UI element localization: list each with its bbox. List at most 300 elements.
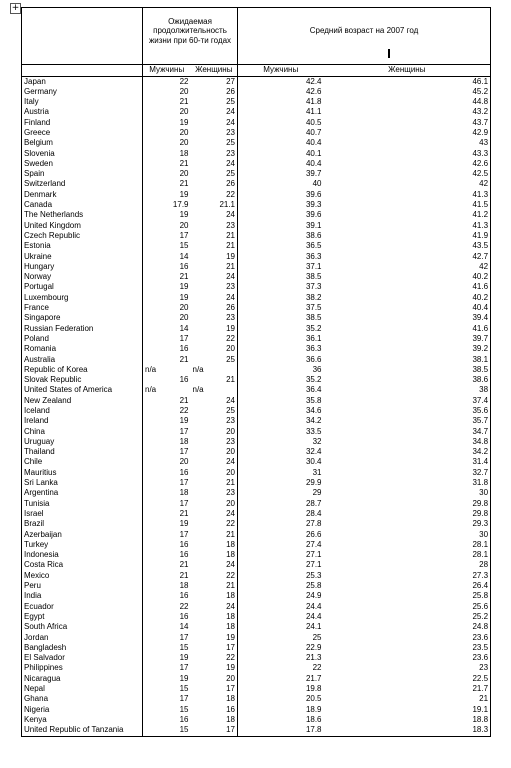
women-life-cell: 18	[226, 714, 236, 724]
men-age-cell: 31	[238, 468, 324, 478]
men-age-cell: 41.1	[238, 107, 324, 117]
country-cell: Spain	[22, 169, 143, 179]
country-cell: South Africa	[22, 622, 143, 632]
women-life-cell: 20	[226, 426, 236, 436]
men-age-cell: 22.9	[238, 643, 324, 653]
men-age-cell: 39.6	[238, 190, 324, 200]
country-cell: Nepal	[22, 684, 143, 694]
table-row	[22, 653, 491, 663]
table-row	[22, 252, 491, 262]
country-cell: Ireland	[22, 416, 143, 426]
table-row	[22, 241, 491, 251]
women-life-cell: 21.1	[219, 200, 236, 210]
women-age-cell: 42.7	[324, 252, 491, 262]
country-cell: Denmark	[22, 190, 143, 200]
men-life-cell: 19	[143, 210, 191, 220]
country-cell: Russian Federation	[22, 324, 143, 334]
table-row	[22, 694, 491, 704]
women-age-cell: 41.3	[324, 190, 491, 200]
country-cell: Ukraine	[22, 252, 143, 262]
women-life-cell: 18	[226, 550, 236, 560]
men-life-cell: 15	[143, 684, 191, 694]
men-age-cell: 40.7	[238, 128, 324, 138]
women-life-header: Женщины	[191, 65, 238, 77]
men-life-cell: 14	[143, 324, 191, 334]
table-row	[22, 684, 491, 694]
country-cell: Brazil	[22, 519, 143, 529]
men-life-cell: 18	[143, 149, 191, 159]
women-life-cell: 18	[226, 611, 236, 621]
women-life-cell: 23	[226, 313, 236, 323]
table-row	[22, 179, 491, 189]
country-cell: Greece	[22, 128, 143, 138]
table-row	[22, 540, 491, 550]
table-row	[22, 231, 491, 241]
men-life-cell: 16	[143, 715, 191, 725]
women-life-cell: 23	[226, 127, 236, 137]
women-age-cell: 39.2	[324, 344, 491, 354]
women-age-cell: 38	[324, 385, 491, 395]
women-life-cell: 24	[226, 158, 236, 168]
men-age-cell: 36.6	[238, 355, 324, 365]
table-row	[22, 262, 491, 272]
table-row	[22, 159, 491, 169]
women-age-cell: 23.6	[324, 633, 491, 643]
country-cell: Iceland	[22, 406, 143, 416]
men-life-cell: 21	[143, 97, 191, 107]
country-cell: Egypt	[22, 612, 143, 622]
men-life-cell: 16	[143, 612, 191, 622]
men-age-cell: 21.3	[238, 653, 324, 663]
women-age-cell: 43.5	[324, 241, 491, 251]
men-life-cell: 20	[143, 128, 191, 138]
women-life-cell: 19	[226, 251, 236, 261]
men-age-cell: 39.3	[238, 200, 324, 210]
table-row	[22, 705, 491, 715]
country-cell: Germany	[22, 87, 143, 97]
women-age-cell: 34.7	[324, 427, 491, 437]
country-cell: Mexico	[22, 571, 143, 581]
country-cell: China	[22, 427, 143, 437]
women-age-cell: 31.8	[324, 478, 491, 488]
men-life-cell: 17	[143, 694, 191, 704]
table-row	[22, 591, 491, 601]
country-cell: India	[22, 591, 143, 601]
women-life-cell: 18	[226, 622, 236, 632]
men-age-cell: 34.6	[238, 406, 324, 416]
country-cell: Thailand	[22, 447, 143, 457]
table-row	[22, 663, 491, 673]
header-row-1	[22, 8, 491, 55]
country-cell: Tunisia	[22, 499, 143, 509]
women-life-cell: 22	[226, 653, 236, 663]
women-age-cell: 26.4	[324, 581, 491, 591]
table-row	[22, 612, 491, 622]
men-age-cell: 28.4	[238, 509, 324, 519]
men-age-cell: 20.5	[238, 694, 324, 704]
men-age-cell: 19.8	[238, 684, 324, 694]
men-age-cell: 29	[238, 488, 324, 498]
table-row	[22, 488, 491, 498]
men-life-cell: 20	[143, 313, 191, 323]
women-age-cell: 42.5	[324, 169, 491, 179]
men-life-cell: 21	[143, 560, 191, 570]
women-age-cell: 34.8	[324, 437, 491, 447]
country-cell: Bangladesh	[22, 643, 143, 653]
men-age-cell: 25	[238, 633, 324, 643]
table-row	[22, 282, 491, 292]
men-age-cell: 21.7	[238, 674, 324, 684]
men-age-cell: 29.9	[238, 478, 324, 488]
table-row	[22, 76, 491, 87]
women-life-cell: 18	[226, 539, 236, 549]
country-cell: Republic of Korea	[22, 365, 143, 375]
country-cell: Slovenia	[22, 149, 143, 159]
men-life-cell: 18	[143, 581, 191, 591]
women-life-cell: 19	[226, 663, 236, 673]
women-age-cell: 23	[324, 663, 491, 673]
women-age-cell: 43.3	[324, 149, 491, 159]
women-life-cell: 20	[226, 447, 236, 457]
women-life-cell: 25	[226, 354, 236, 364]
men-age-cell: 40.5	[238, 118, 324, 128]
table-row	[22, 519, 491, 529]
men-life-cell: 18	[143, 488, 191, 498]
men-life-cell: 20	[143, 457, 191, 467]
men-age-cell: 38.5	[238, 313, 324, 323]
country-cell: Czech Republic	[22, 231, 143, 241]
table-row	[22, 499, 491, 509]
country-cell: Austria	[22, 107, 143, 117]
women-life-cell: 24	[226, 272, 236, 282]
table-row	[22, 293, 491, 303]
women-age-cell: 28	[324, 560, 491, 570]
table-row	[22, 313, 491, 323]
table-row	[22, 107, 491, 117]
country-cell: Chile	[22, 457, 143, 467]
men-life-cell: 15	[143, 705, 191, 715]
country-cell: Jordan	[22, 633, 143, 643]
women-age-cell: 39.4	[324, 313, 491, 323]
country-cell: Azerbaijan	[22, 530, 143, 540]
men-age-cell: 38.5	[238, 272, 324, 282]
women-age-cell: 41.3	[324, 221, 491, 231]
men-age-cell: 32	[238, 437, 324, 447]
country-cell: Switzerland	[22, 179, 143, 189]
men-life-cell: 19	[143, 653, 191, 663]
men-age-cell: 32.4	[238, 447, 324, 457]
country-cell: Costa Rica	[22, 560, 143, 570]
men-life-cell: 19	[143, 416, 191, 426]
men-life-cell: 17	[143, 633, 191, 643]
women-age-cell: 29.8	[324, 509, 491, 519]
table-row	[22, 509, 491, 519]
women-life-cell: 23	[226, 488, 236, 498]
women-age-cell: 34.2	[324, 447, 491, 457]
country-cell: Italy	[22, 97, 143, 107]
country-cell: Turkey	[22, 540, 143, 550]
country-cell: United Republic of Tanzania	[22, 725, 143, 736]
table-row	[22, 633, 491, 643]
table-row	[22, 169, 491, 179]
women-life-cell: 24	[226, 395, 236, 405]
women-age-cell: 23.5	[324, 643, 491, 653]
women-life-cell: 23	[226, 148, 236, 158]
table-row	[22, 416, 491, 426]
men-life-cell: 19	[143, 190, 191, 200]
women-life-cell: 19	[226, 632, 236, 642]
women-age-cell: 18.3	[324, 725, 491, 736]
country-cell: Canada	[22, 200, 143, 210]
men-life-cell: 14	[143, 252, 191, 262]
country-cell: El Salvador	[22, 653, 143, 663]
men-life-cell: 16	[143, 591, 191, 601]
table-row	[22, 303, 491, 313]
men-life-cell: 15	[143, 725, 191, 736]
table-row	[22, 355, 491, 365]
women-age-cell: 29.8	[324, 499, 491, 509]
men-age-cell: 39.1	[238, 221, 324, 231]
women-age-cell: 43.7	[324, 118, 491, 128]
country-cell: Israel	[22, 509, 143, 519]
men-life-cell: 19	[143, 293, 191, 303]
country-cell: Indonesia	[22, 550, 143, 560]
women-age-cell: 38.1	[324, 355, 491, 365]
women-age-cell: 40.2	[324, 293, 491, 303]
men-age-header: Мужчины	[238, 65, 324, 77]
women-life-cell: 25	[226, 97, 236, 107]
men-age-cell: 27.4	[238, 540, 324, 550]
men-life-cell: 17	[143, 663, 191, 673]
men-life-cell: 21	[143, 509, 191, 519]
women-age-cell: 30	[324, 530, 491, 540]
country-cell: Hungary	[22, 262, 143, 272]
men-age-cell: 37.1	[238, 262, 324, 272]
men-age-cell: 35.8	[238, 396, 324, 406]
men-life-cell: 17	[143, 478, 191, 488]
country-cell: Portugal	[22, 282, 143, 292]
table-row	[22, 468, 491, 478]
data-table	[21, 7, 491, 737]
women-life-cell: n/a	[192, 385, 204, 395]
table-row	[22, 478, 491, 488]
men-life-cell: 20	[143, 87, 191, 97]
country-cell: Mauritius	[22, 468, 143, 478]
men-age-cell: 35.2	[238, 324, 324, 334]
women-age-cell: 43.2	[324, 107, 491, 117]
table-row	[22, 571, 491, 581]
women-age-cell: 24.8	[324, 622, 491, 632]
women-age-cell: 21	[324, 694, 491, 704]
country-cell: France	[22, 303, 143, 313]
men-life-cell: 17.9	[143, 200, 191, 210]
table-row	[22, 128, 491, 138]
women-age-cell: 32.7	[324, 468, 491, 478]
country-cell: Nicaragua	[22, 674, 143, 684]
women-age-cell: 42.9	[324, 128, 491, 138]
men-life-cell: 14	[143, 622, 191, 632]
table-row	[22, 365, 491, 375]
country-cell: United States of America	[22, 385, 143, 395]
men-life-cell: 15	[143, 643, 191, 653]
men-life-cell: 16	[143, 540, 191, 550]
header-row-2	[22, 54, 491, 65]
table-row	[22, 674, 491, 684]
country-cell: Poland	[22, 334, 143, 344]
men-life-cell: 19	[143, 282, 191, 292]
country-cell: Slovak Republic	[22, 375, 143, 385]
women-life-cell: 26	[226, 179, 236, 189]
men-age-cell: 26.6	[238, 530, 324, 540]
men-age-cell: 27.1	[238, 560, 324, 570]
women-life-cell: 26	[226, 303, 236, 313]
table-row	[22, 427, 491, 437]
women-life-cell: 21	[226, 241, 236, 251]
women-life-cell: n/a	[192, 364, 204, 374]
table-row	[22, 324, 491, 334]
women-life-cell: 18	[226, 694, 236, 704]
women-life-cell: 27	[226, 76, 236, 86]
women-age-cell: 19.1	[324, 705, 491, 715]
table-row	[22, 87, 491, 97]
men-age-cell: 24.4	[238, 612, 324, 622]
women-age-cell: 29.3	[324, 519, 491, 529]
women-age-cell: 42	[324, 262, 491, 272]
men-life-cell: 17	[143, 334, 191, 344]
table-row	[22, 334, 491, 344]
men-age-cell: 34.2	[238, 416, 324, 426]
women-age-cell: 38.6	[324, 375, 491, 385]
women-age-cell: 38.5	[324, 365, 491, 375]
table-row	[22, 530, 491, 540]
country-cell: Peru	[22, 581, 143, 591]
women-life-cell: 20	[226, 467, 236, 477]
header-empty-cell	[22, 8, 143, 55]
life-expectancy-header: Ожидаемая продолжительность жизни при 60-ти годах	[143, 8, 238, 55]
country-cell: Sweden	[22, 159, 143, 169]
country-cell: Nigeria	[22, 705, 143, 715]
men-life-cell: 16	[143, 262, 191, 272]
country-header-cell	[22, 65, 143, 77]
men-life-cell: 22	[143, 602, 191, 612]
men-life-cell: 19	[143, 674, 191, 684]
women-age-cell: 41.5	[324, 200, 491, 210]
women-life-cell: 25	[226, 406, 236, 415]
men-life-cell: 16	[143, 375, 191, 385]
men-life-cell: 19	[143, 519, 191, 529]
women-life-cell: 17	[226, 684, 236, 694]
women-age-cell: 25.8	[324, 591, 491, 601]
men-age-cell: 37.5	[238, 303, 324, 313]
country-cell: Finland	[22, 118, 143, 128]
men-age-cell: 28.7	[238, 499, 324, 509]
women-age-cell: 28.1	[324, 550, 491, 560]
women-life-cell: 24	[226, 292, 236, 302]
men-life-cell: 17	[143, 427, 191, 437]
country-cell: Argentina	[22, 488, 143, 498]
women-age-cell: 27.3	[324, 571, 491, 581]
table-row	[22, 581, 491, 591]
table-row	[22, 210, 491, 220]
country-cell: Japan	[22, 76, 143, 87]
women-age-cell: 45.2	[324, 87, 491, 97]
women-life-cell: 24	[226, 117, 236, 127]
women-age-cell: 44.8	[324, 97, 491, 107]
men-life-cell: 21	[143, 571, 191, 581]
table-move-handle-icon[interactable]: +	[11, 3, 20, 13]
table-row	[22, 385, 491, 395]
men-age-cell: 18.6	[238, 715, 324, 725]
men-age-cell: 42.6	[238, 87, 324, 97]
women-life-cell: 21	[226, 261, 236, 271]
men-age-cell: 40	[238, 179, 324, 189]
men-age-cell: 40.1	[238, 149, 324, 159]
country-cell: Kenya	[22, 715, 143, 725]
women-life-cell: 25	[226, 169, 236, 179]
women-life-cell: 17	[226, 642, 236, 652]
men-life-cell: 20	[143, 303, 191, 313]
table-row	[22, 138, 491, 148]
header-row-3	[22, 65, 491, 77]
table-row	[22, 457, 491, 467]
men-age-cell: 39.7	[238, 169, 324, 179]
women-age-cell: 40.4	[324, 303, 491, 313]
men-age-cell: 35.2	[238, 375, 324, 385]
women-age-cell: 39.7	[324, 334, 491, 344]
women-life-cell: 17	[191, 725, 238, 736]
women-life-cell: 25	[226, 138, 236, 148]
men-life-header: Мужчины	[143, 65, 191, 77]
women-age-cell: 37.4	[324, 396, 491, 406]
women-age-cell: 42	[324, 179, 491, 189]
men-age-cell: 41.8	[238, 97, 324, 107]
table-row	[22, 725, 491, 736]
women-life-cell: 23	[226, 436, 236, 446]
women-life-cell: 24	[226, 560, 236, 570]
men-life-cell: 20	[143, 138, 191, 148]
women-life-cell: 20	[226, 344, 236, 354]
men-age-cell: 40.4	[238, 159, 324, 169]
country-cell: Australia	[22, 355, 143, 365]
country-cell: The Netherlands	[22, 210, 143, 220]
women-life-cell: 21	[226, 375, 236, 385]
women-life-cell: 22	[226, 189, 236, 199]
men-life-cell: 20	[143, 107, 191, 117]
men-age-cell: 39.6	[238, 210, 324, 220]
table-row	[22, 200, 491, 210]
table-row	[22, 406, 491, 416]
women-age-cell: 43	[324, 138, 491, 148]
men-life-cell: 20	[143, 169, 191, 179]
men-age-cell: 40.4	[238, 138, 324, 148]
men-age-cell: 30.4	[238, 457, 324, 467]
table-row	[22, 375, 491, 385]
women-life-cell: 24	[226, 601, 236, 611]
country-cell: Sri Lanka	[22, 478, 143, 488]
women-life-cell: 23	[226, 416, 236, 426]
men-life-cell: n/a	[143, 385, 191, 395]
country-cell: Romania	[22, 344, 143, 354]
men-age-cell: 25.8	[238, 581, 324, 591]
men-age-cell: 17.8	[238, 725, 324, 736]
table-row	[22, 560, 491, 570]
table-row	[22, 190, 491, 200]
women-life-cell: 21	[226, 478, 236, 488]
men-life-cell: 17	[143, 447, 191, 457]
table-row	[22, 643, 491, 653]
women-life-cell: 24	[226, 107, 236, 117]
men-age-cell: 36	[238, 365, 324, 375]
